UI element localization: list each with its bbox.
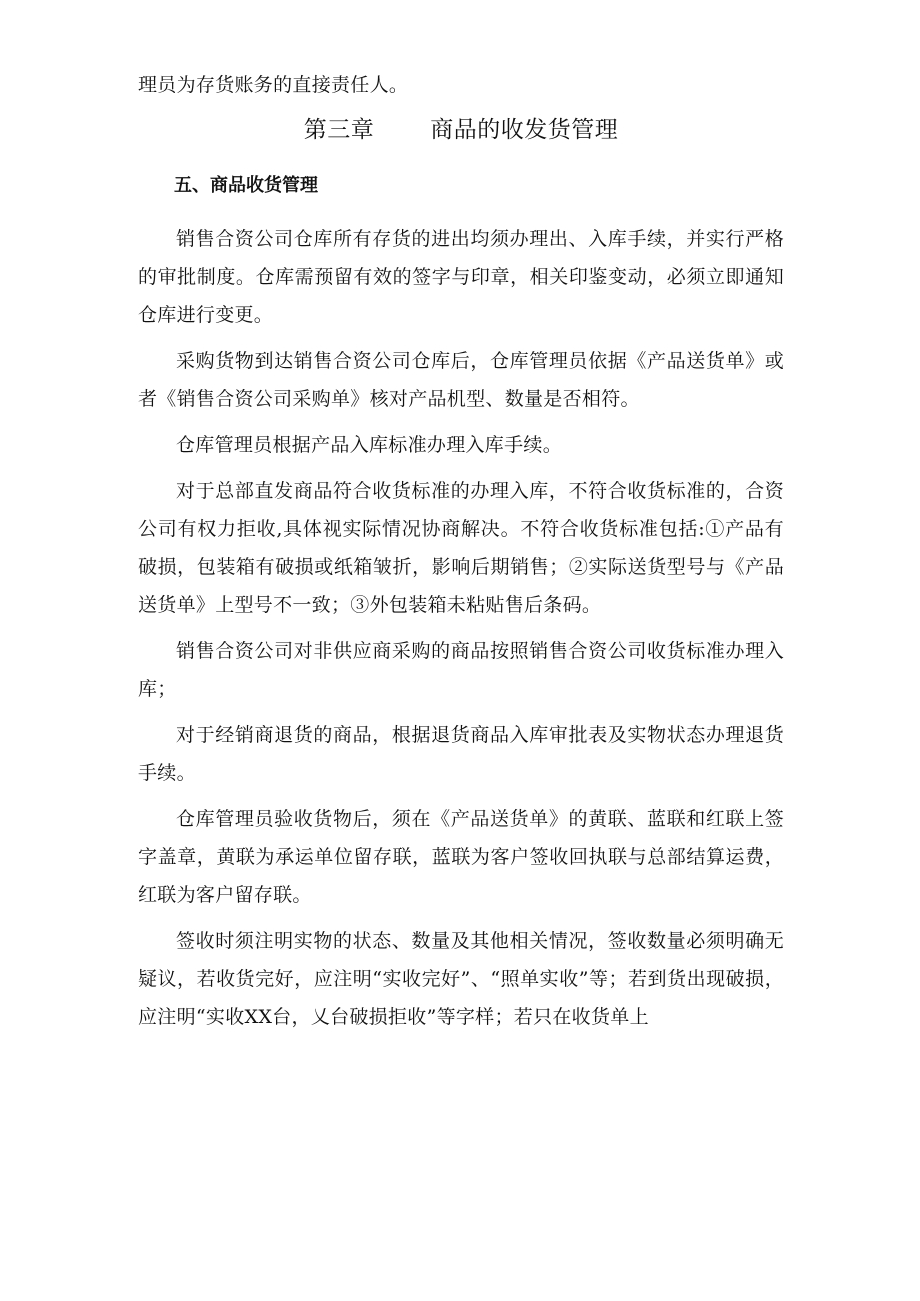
- continuation-text: 理员为存货账务的直接责任人。: [138, 74, 409, 96]
- paragraph: 对于经销商退货的商品，根据退货商品入库审批表及实物状态办理退货手续。: [138, 724, 784, 785]
- document-page: [138, 66, 784, 1036]
- paragraph: 销售合资公司仓库所有存货的进出均须办理出、入库手续，并实行严格的审批制度。仓库需预留有效的签字与印章，相关印鉴变动，必须立即通知仓库进行变更。: [138, 228, 784, 327]
- paragraph: 采购货物到达销售合资公司仓库后，仓库管理员依据《产品送货单》或者《销售合资公司采购单》核对产品机型、数量是否相符。: [138, 350, 784, 411]
- chapter-heading: [138, 108, 784, 152]
- paragraph: 签收时须注明实物的状态、数量及其他相关情况，签收数量必须明确无疑议，若收货完好，应注明“实收完好”、“照单实收”等；若到货出现破损，应注明“实收XX台，乂台破损拒收”等字样；若只在收货单上: [138, 930, 784, 1029]
- chapter-title: 商品的收发货管理: [430, 117, 619, 143]
- paragraph: 销售合资公司对非供应商采购的商品按照销售合资公司收货标准办理入库；: [138, 640, 784, 701]
- paragraph: 仓库管理员根据产品入库标准办理入库手续。: [176, 434, 563, 457]
- section-heading: 五、商品收货管理: [174, 175, 318, 197]
- chapter-number: 第三章: [303, 117, 375, 143]
- paragraph: 对于总部直发商品符合收货标准的办理入库，不符合收货标准的，合资公司有权力拒收,具体视实际情况协商解决。不符合收货标准包括:①产品有破损，包装箱有破损或纸箱皱折，影响后期销售；②实际送货型号与《产品送货单》上型号不一致；③外包装箱未粘贴售后条码。: [138, 480, 784, 617]
- paragraph: 仓库管理员验收货物后，须在《产品送货单》的黄联、蓝联和红联上签字盖章，黄联为承运单位留存联，蓝联为客户签收回执联与总部结算运费，红联为客户留存联。: [138, 808, 784, 907]
